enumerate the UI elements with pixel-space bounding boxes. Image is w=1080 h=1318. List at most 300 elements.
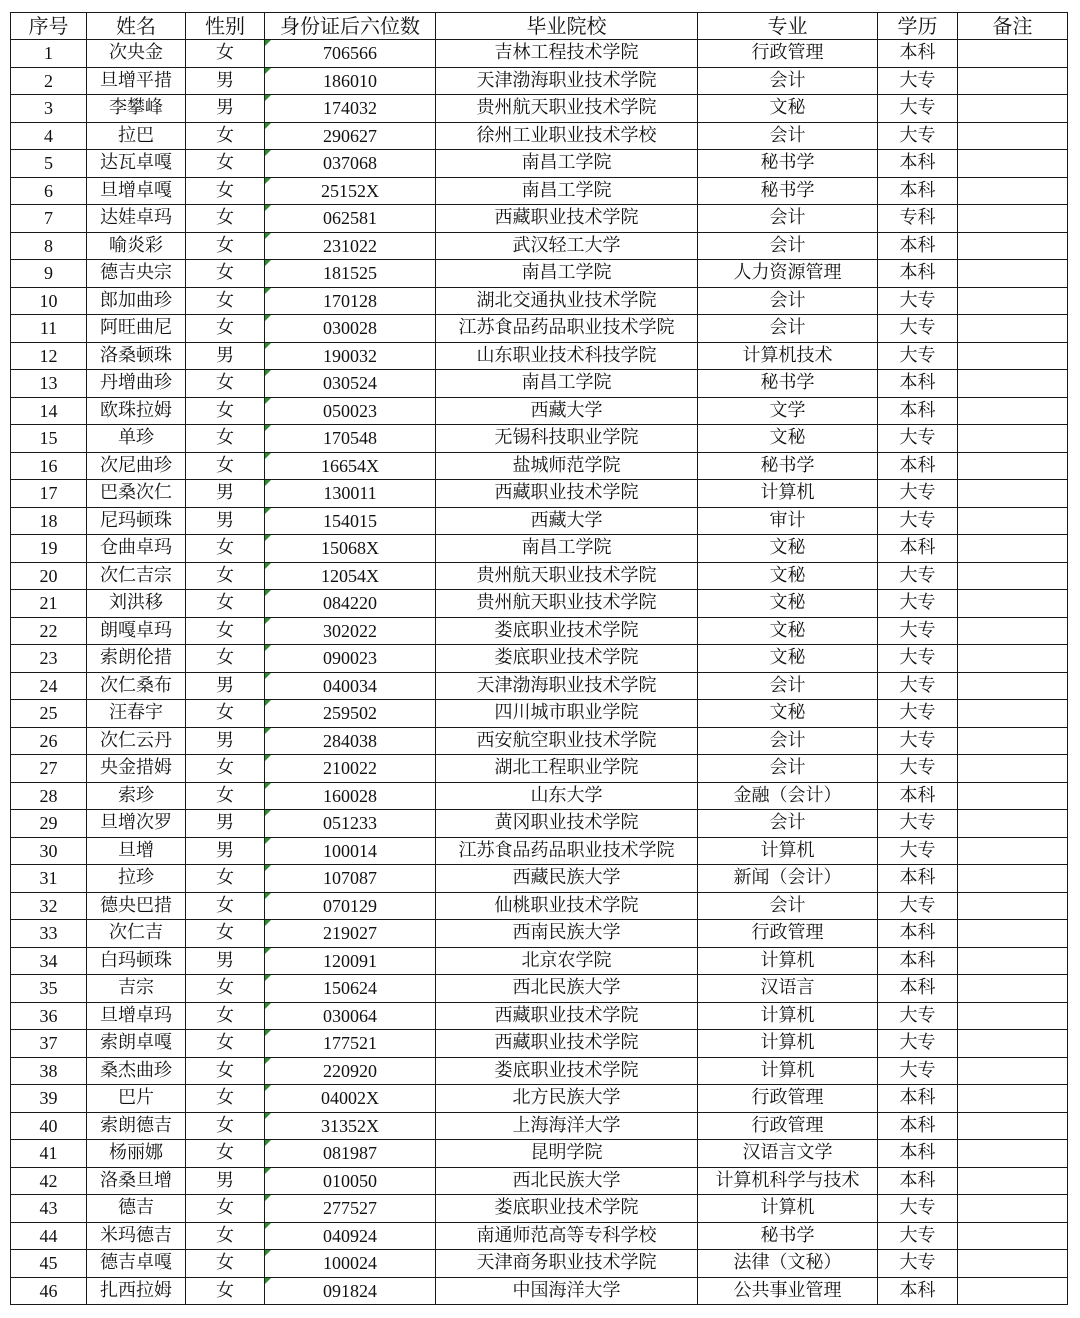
cell-school: 西藏职业技术学院: [436, 205, 698, 233]
cell-index: 38: [11, 1057, 87, 1085]
table-row: [11, 865, 1068, 893]
cell-index: 33: [11, 920, 87, 948]
cell-education: 大专: [878, 645, 958, 673]
cell-index: 4: [11, 122, 87, 150]
cell-gender: 男: [186, 342, 265, 370]
cell-remarks: [958, 40, 1068, 68]
cell-id-suffix: 706566: [265, 40, 436, 68]
cell-index: 28: [11, 782, 87, 810]
table-row: [11, 1195, 1068, 1223]
cell-major: 计算机: [698, 1030, 878, 1058]
cell-name: 米玛德吉: [87, 1222, 186, 1250]
cell-index: 18: [11, 507, 87, 535]
cell-gender: 女: [186, 232, 265, 260]
cell-gender: 女: [186, 122, 265, 150]
cell-index: 22: [11, 617, 87, 645]
cell-school: 西藏职业技术学院: [436, 1002, 698, 1030]
cell-index: 6: [11, 177, 87, 205]
cell-major: 秘书学: [698, 1222, 878, 1250]
cell-major: 文秘: [698, 590, 878, 618]
cell-name: 单珍: [87, 425, 186, 453]
cell-gender: 女: [186, 755, 265, 783]
table-row: [11, 40, 1068, 68]
cell-major: 行政管理: [698, 920, 878, 948]
cell-name: 索朗伦措: [87, 645, 186, 673]
cell-name: 旦增平措: [87, 67, 186, 95]
cell-education: 本科: [878, 452, 958, 480]
cell-gender: 女: [186, 1002, 265, 1030]
cell-name: 尼玛顿珠: [87, 507, 186, 535]
cell-name: 索朗德吉: [87, 1112, 186, 1140]
cell-name: 达娃卓玛: [87, 205, 186, 233]
cell-name: 喻炎彩: [87, 232, 186, 260]
cell-index: 30: [11, 837, 87, 865]
cell-remarks: [958, 232, 1068, 260]
cell-id-suffix: 277527: [265, 1195, 436, 1223]
cell-school: 西藏大学: [436, 507, 698, 535]
cell-index: 45: [11, 1250, 87, 1278]
table-row: [11, 122, 1068, 150]
cell-major: 行政管理: [698, 1085, 878, 1113]
cell-education: 本科: [878, 397, 958, 425]
cell-gender: 女: [186, 1085, 265, 1113]
table-row: [11, 95, 1068, 123]
cell-education: 大专: [878, 1057, 958, 1085]
cell-id-suffix: 15068X: [265, 535, 436, 563]
cell-education: 大专: [878, 425, 958, 453]
cell-id-suffix: 177521: [265, 1030, 436, 1058]
table-row: [11, 1057, 1068, 1085]
cell-name: 巴桑次仁: [87, 480, 186, 508]
cell-index: 1: [11, 40, 87, 68]
cell-remarks: [958, 1030, 1068, 1058]
cell-id-suffix: 120091: [265, 947, 436, 975]
cell-index: 3: [11, 95, 87, 123]
cell-name: 德吉卓嘎: [87, 1250, 186, 1278]
cell-id-suffix: 16654X: [265, 452, 436, 480]
cell-index: 9: [11, 260, 87, 288]
cell-education: 本科: [878, 975, 958, 1003]
cell-education: 大专: [878, 67, 958, 95]
cell-index: 46: [11, 1277, 87, 1305]
cell-id-suffix: 231022: [265, 232, 436, 260]
cell-education: 大专: [878, 507, 958, 535]
cell-major: 秘书学: [698, 370, 878, 398]
table-row: [11, 672, 1068, 700]
cell-index: 13: [11, 370, 87, 398]
cell-index: 26: [11, 727, 87, 755]
cell-id-suffix: 160028: [265, 782, 436, 810]
cell-index: 17: [11, 480, 87, 508]
cell-id-suffix: 030064: [265, 1002, 436, 1030]
table-row: [11, 1030, 1068, 1058]
cell-id-suffix: 219027: [265, 920, 436, 948]
cell-name: 汪春宇: [87, 700, 186, 728]
cell-gender: 女: [186, 975, 265, 1003]
cell-name: 旦增卓玛: [87, 1002, 186, 1030]
cell-index: 2: [11, 67, 87, 95]
cell-education: 大专: [878, 755, 958, 783]
cell-remarks: [958, 672, 1068, 700]
cell-gender: 女: [186, 40, 265, 68]
cell-index: 8: [11, 232, 87, 260]
cell-name: 巴片: [87, 1085, 186, 1113]
cell-school: 上海海洋大学: [436, 1112, 698, 1140]
cell-remarks: [958, 837, 1068, 865]
table-row: [11, 1277, 1068, 1305]
cell-remarks: [958, 1277, 1068, 1305]
table-row: [11, 975, 1068, 1003]
cell-id-suffix: 25152X: [265, 177, 436, 205]
cell-major: 计算机技术: [698, 342, 878, 370]
cell-name: 德吉: [87, 1195, 186, 1223]
cell-index: 5: [11, 150, 87, 178]
cell-remarks: [958, 535, 1068, 563]
cell-education: 大专: [878, 95, 958, 123]
cell-school: 吉林工程技术学院: [436, 40, 698, 68]
table-row: [11, 232, 1068, 260]
cell-remarks: [958, 1057, 1068, 1085]
cell-id-suffix: 190032: [265, 342, 436, 370]
cell-remarks: [958, 287, 1068, 315]
table-row: [11, 67, 1068, 95]
cell-gender: 男: [186, 672, 265, 700]
cell-index: 42: [11, 1167, 87, 1195]
cell-education: 本科: [878, 1085, 958, 1113]
cell-school: 仙桃职业技术学院: [436, 892, 698, 920]
table-body: [11, 40, 1068, 1305]
cell-name: 央金措姆: [87, 755, 186, 783]
cell-school: 西安航空职业技术学院: [436, 727, 698, 755]
cell-gender: 女: [186, 260, 265, 288]
cell-education: 本科: [878, 865, 958, 893]
cell-education: 大专: [878, 1195, 958, 1223]
cell-id-suffix: 154015: [265, 507, 436, 535]
cell-school: 江苏食品药品职业技术学院: [436, 837, 698, 865]
cell-education: 本科: [878, 1277, 958, 1305]
cell-education: 大专: [878, 617, 958, 645]
cell-remarks: [958, 755, 1068, 783]
cell-id-suffix: 030524: [265, 370, 436, 398]
table-row: [11, 590, 1068, 618]
cell-education: 大专: [878, 1250, 958, 1278]
table-row: [11, 947, 1068, 975]
cell-major: 计算机: [698, 837, 878, 865]
cell-remarks: [958, 975, 1068, 1003]
cell-id-suffix: 290627: [265, 122, 436, 150]
cell-education: 大专: [878, 590, 958, 618]
cell-major: 秘书学: [698, 452, 878, 480]
cell-major: 计算机科学与技术: [698, 1167, 878, 1195]
cell-education: 大专: [878, 342, 958, 370]
cell-name: 扎西拉姆: [87, 1277, 186, 1305]
cell-id-suffix: 100014: [265, 837, 436, 865]
cell-school: 湖北交通执业技术学院: [436, 287, 698, 315]
cell-major: 会计: [698, 67, 878, 95]
cell-name: 郎加曲珍: [87, 287, 186, 315]
roster-table: [10, 12, 1068, 1305]
cell-gender: 男: [186, 480, 265, 508]
cell-major: 计算机: [698, 1057, 878, 1085]
cell-gender: 女: [186, 562, 265, 590]
cell-major: 秘书学: [698, 177, 878, 205]
cell-gender: 男: [186, 810, 265, 838]
cell-id-suffix: 107087: [265, 865, 436, 893]
cell-remarks: [958, 177, 1068, 205]
cell-gender: 女: [186, 865, 265, 893]
cell-id-suffix: 070129: [265, 892, 436, 920]
cell-major: 汉语言文学: [698, 1140, 878, 1168]
table-row: [11, 315, 1068, 343]
cell-major: 文学: [698, 397, 878, 425]
cell-id-suffix: 040034: [265, 672, 436, 700]
table-row: [11, 370, 1068, 398]
table-row: [11, 397, 1068, 425]
cell-index: 34: [11, 947, 87, 975]
cell-education: 大专: [878, 1030, 958, 1058]
cell-index: 24: [11, 672, 87, 700]
cell-gender: 女: [186, 617, 265, 645]
cell-gender: 女: [186, 590, 265, 618]
table-row: [11, 287, 1068, 315]
cell-major: 会计: [698, 205, 878, 233]
cell-name: 索珍: [87, 782, 186, 810]
table-row: [11, 727, 1068, 755]
cell-id-suffix: 259502: [265, 700, 436, 728]
cell-remarks: [958, 947, 1068, 975]
cell-school: 西北民族大学: [436, 975, 698, 1003]
cell-remarks: [958, 260, 1068, 288]
cell-index: 12: [11, 342, 87, 370]
table-row: [11, 1167, 1068, 1195]
cell-name: 李攀峰: [87, 95, 186, 123]
table-row: [11, 755, 1068, 783]
cell-index: 19: [11, 535, 87, 563]
cell-gender: 女: [186, 1277, 265, 1305]
cell-education: 本科: [878, 1140, 958, 1168]
cell-remarks: [958, 452, 1068, 480]
cell-id-suffix: 284038: [265, 727, 436, 755]
cell-name: 次仁桑布: [87, 672, 186, 700]
table-row: [11, 205, 1068, 233]
table-row: [11, 1222, 1068, 1250]
cell-education: 本科: [878, 40, 958, 68]
cell-remarks: [958, 700, 1068, 728]
cell-id-suffix: 04002X: [265, 1085, 436, 1113]
cell-major: 行政管理: [698, 1112, 878, 1140]
cell-remarks: [958, 150, 1068, 178]
cell-id-suffix: 062581: [265, 205, 436, 233]
cell-name: 德吉央宗: [87, 260, 186, 288]
cell-school: 天津渤海职业技术学院: [436, 672, 698, 700]
cell-education: 本科: [878, 177, 958, 205]
cell-gender: 女: [186, 397, 265, 425]
cell-index: 23: [11, 645, 87, 673]
cell-major: 会计: [698, 672, 878, 700]
cell-name: 吉宗: [87, 975, 186, 1003]
cell-school: 娄底职业技术学院: [436, 1195, 698, 1223]
cell-remarks: [958, 122, 1068, 150]
table-row: [11, 562, 1068, 590]
table-row: [11, 480, 1068, 508]
table-row: [11, 260, 1068, 288]
cell-major: 文秘: [698, 95, 878, 123]
cell-id-suffix: 010050: [265, 1167, 436, 1195]
cell-remarks: [958, 892, 1068, 920]
cell-name: 达瓦卓嘎: [87, 150, 186, 178]
cell-school: 娄底职业技术学院: [436, 617, 698, 645]
cell-id-suffix: 051233: [265, 810, 436, 838]
cell-remarks: [958, 480, 1068, 508]
cell-major: 文秘: [698, 700, 878, 728]
cell-education: 大专: [878, 1222, 958, 1250]
cell-school: 西南民族大学: [436, 920, 698, 948]
cell-index: 25: [11, 700, 87, 728]
cell-gender: 女: [186, 370, 265, 398]
table-row: [11, 177, 1068, 205]
cell-gender: 女: [186, 1195, 265, 1223]
cell-remarks: [958, 1085, 1068, 1113]
cell-index: 15: [11, 425, 87, 453]
cell-remarks: [958, 782, 1068, 810]
table-header: [11, 13, 1068, 40]
table-row: [11, 782, 1068, 810]
cell-school: 西藏民族大学: [436, 865, 698, 893]
cell-remarks: [958, 315, 1068, 343]
cell-index: 32: [11, 892, 87, 920]
cell-gender: 女: [186, 452, 265, 480]
cell-gender: 男: [186, 1167, 265, 1195]
table-row: [11, 1140, 1068, 1168]
cell-school: 昆明学院: [436, 1140, 698, 1168]
cell-id-suffix: 081987: [265, 1140, 436, 1168]
cell-id-suffix: 174032: [265, 95, 436, 123]
cell-id-suffix: 181525: [265, 260, 436, 288]
cell-education: 本科: [878, 920, 958, 948]
cell-gender: 男: [186, 67, 265, 95]
header-school: 毕业院校: [436, 13, 698, 40]
table-row: [11, 150, 1068, 178]
cell-name: 洛桑顿珠: [87, 342, 186, 370]
cell-name: 德央巴措: [87, 892, 186, 920]
table-row: [11, 810, 1068, 838]
cell-name: 拉巴: [87, 122, 186, 150]
cell-major: 计算机: [698, 1002, 878, 1030]
table-row: [11, 535, 1068, 563]
cell-school: 北京农学院: [436, 947, 698, 975]
cell-school: 南昌工学院: [436, 370, 698, 398]
cell-id-suffix: 090023: [265, 645, 436, 673]
cell-remarks: [958, 562, 1068, 590]
cell-remarks: [958, 810, 1068, 838]
cell-gender: 男: [186, 947, 265, 975]
cell-school: 西北民族大学: [436, 1167, 698, 1195]
cell-major: 计算机: [698, 947, 878, 975]
header-id-suffix: 身份证后六位数: [265, 13, 436, 40]
header-name: 姓名: [87, 13, 186, 40]
header-index: 序号: [11, 13, 87, 40]
cell-gender: 女: [186, 645, 265, 673]
table-row: [11, 700, 1068, 728]
cell-gender: 女: [186, 177, 265, 205]
cell-education: 大专: [878, 287, 958, 315]
cell-education: 大专: [878, 562, 958, 590]
cell-index: 11: [11, 315, 87, 343]
cell-id-suffix: 31352X: [265, 1112, 436, 1140]
cell-school: 中国海洋大学: [436, 1277, 698, 1305]
cell-education: 大专: [878, 837, 958, 865]
cell-major: 文秘: [698, 617, 878, 645]
cell-gender: 男: [186, 95, 265, 123]
cell-remarks: [958, 1002, 1068, 1030]
cell-education: 本科: [878, 370, 958, 398]
cell-remarks: [958, 920, 1068, 948]
cell-index: 14: [11, 397, 87, 425]
table-row: [11, 892, 1068, 920]
header-education: 学历: [878, 13, 958, 40]
cell-name: 欧珠拉姆: [87, 397, 186, 425]
cell-major: 会计: [698, 810, 878, 838]
cell-school: 四川城市职业学院: [436, 700, 698, 728]
cell-remarks: [958, 1140, 1068, 1168]
cell-major: 文秘: [698, 645, 878, 673]
cell-name: 白玛顿珠: [87, 947, 186, 975]
cell-gender: 女: [186, 287, 265, 315]
cell-remarks: [958, 727, 1068, 755]
cell-remarks: [958, 507, 1068, 535]
table-row: [11, 425, 1068, 453]
cell-name: 拉珍: [87, 865, 186, 893]
cell-education: 本科: [878, 1167, 958, 1195]
cell-major: 会计: [698, 122, 878, 150]
cell-education: 大专: [878, 1002, 958, 1030]
cell-index: 16: [11, 452, 87, 480]
cell-index: 7: [11, 205, 87, 233]
cell-index: 44: [11, 1222, 87, 1250]
cell-gender: 女: [186, 892, 265, 920]
cell-remarks: [958, 1195, 1068, 1223]
header-gender: 性别: [186, 13, 265, 40]
cell-education: 本科: [878, 1112, 958, 1140]
cell-index: 41: [11, 1140, 87, 1168]
header-row: [11, 13, 1068, 40]
cell-remarks: [958, 1167, 1068, 1195]
cell-gender: 女: [186, 1030, 265, 1058]
cell-id-suffix: 100024: [265, 1250, 436, 1278]
cell-name: 旦增次罗: [87, 810, 186, 838]
cell-id-suffix: 150624: [265, 975, 436, 1003]
cell-major: 公共事业管理: [698, 1277, 878, 1305]
cell-id-suffix: 12054X: [265, 562, 436, 590]
cell-remarks: [958, 95, 1068, 123]
cell-index: 35: [11, 975, 87, 1003]
cell-school: 湖北工程职业学院: [436, 755, 698, 783]
table-row: [11, 1002, 1068, 1030]
cell-index: 43: [11, 1195, 87, 1223]
cell-name: 杨丽娜: [87, 1140, 186, 1168]
cell-school: 徐州工业职业技术学校: [436, 122, 698, 150]
cell-school: 无锡科技职业学院: [436, 425, 698, 453]
cell-major: 会计: [698, 727, 878, 755]
cell-id-suffix: 037068: [265, 150, 436, 178]
cell-education: 本科: [878, 150, 958, 178]
cell-gender: 男: [186, 507, 265, 535]
cell-school: 盐城师范学院: [436, 452, 698, 480]
cell-school: 娄底职业技术学院: [436, 1057, 698, 1085]
cell-remarks: [958, 205, 1068, 233]
cell-name: 次尼曲珍: [87, 452, 186, 480]
cell-remarks: [958, 1112, 1068, 1140]
